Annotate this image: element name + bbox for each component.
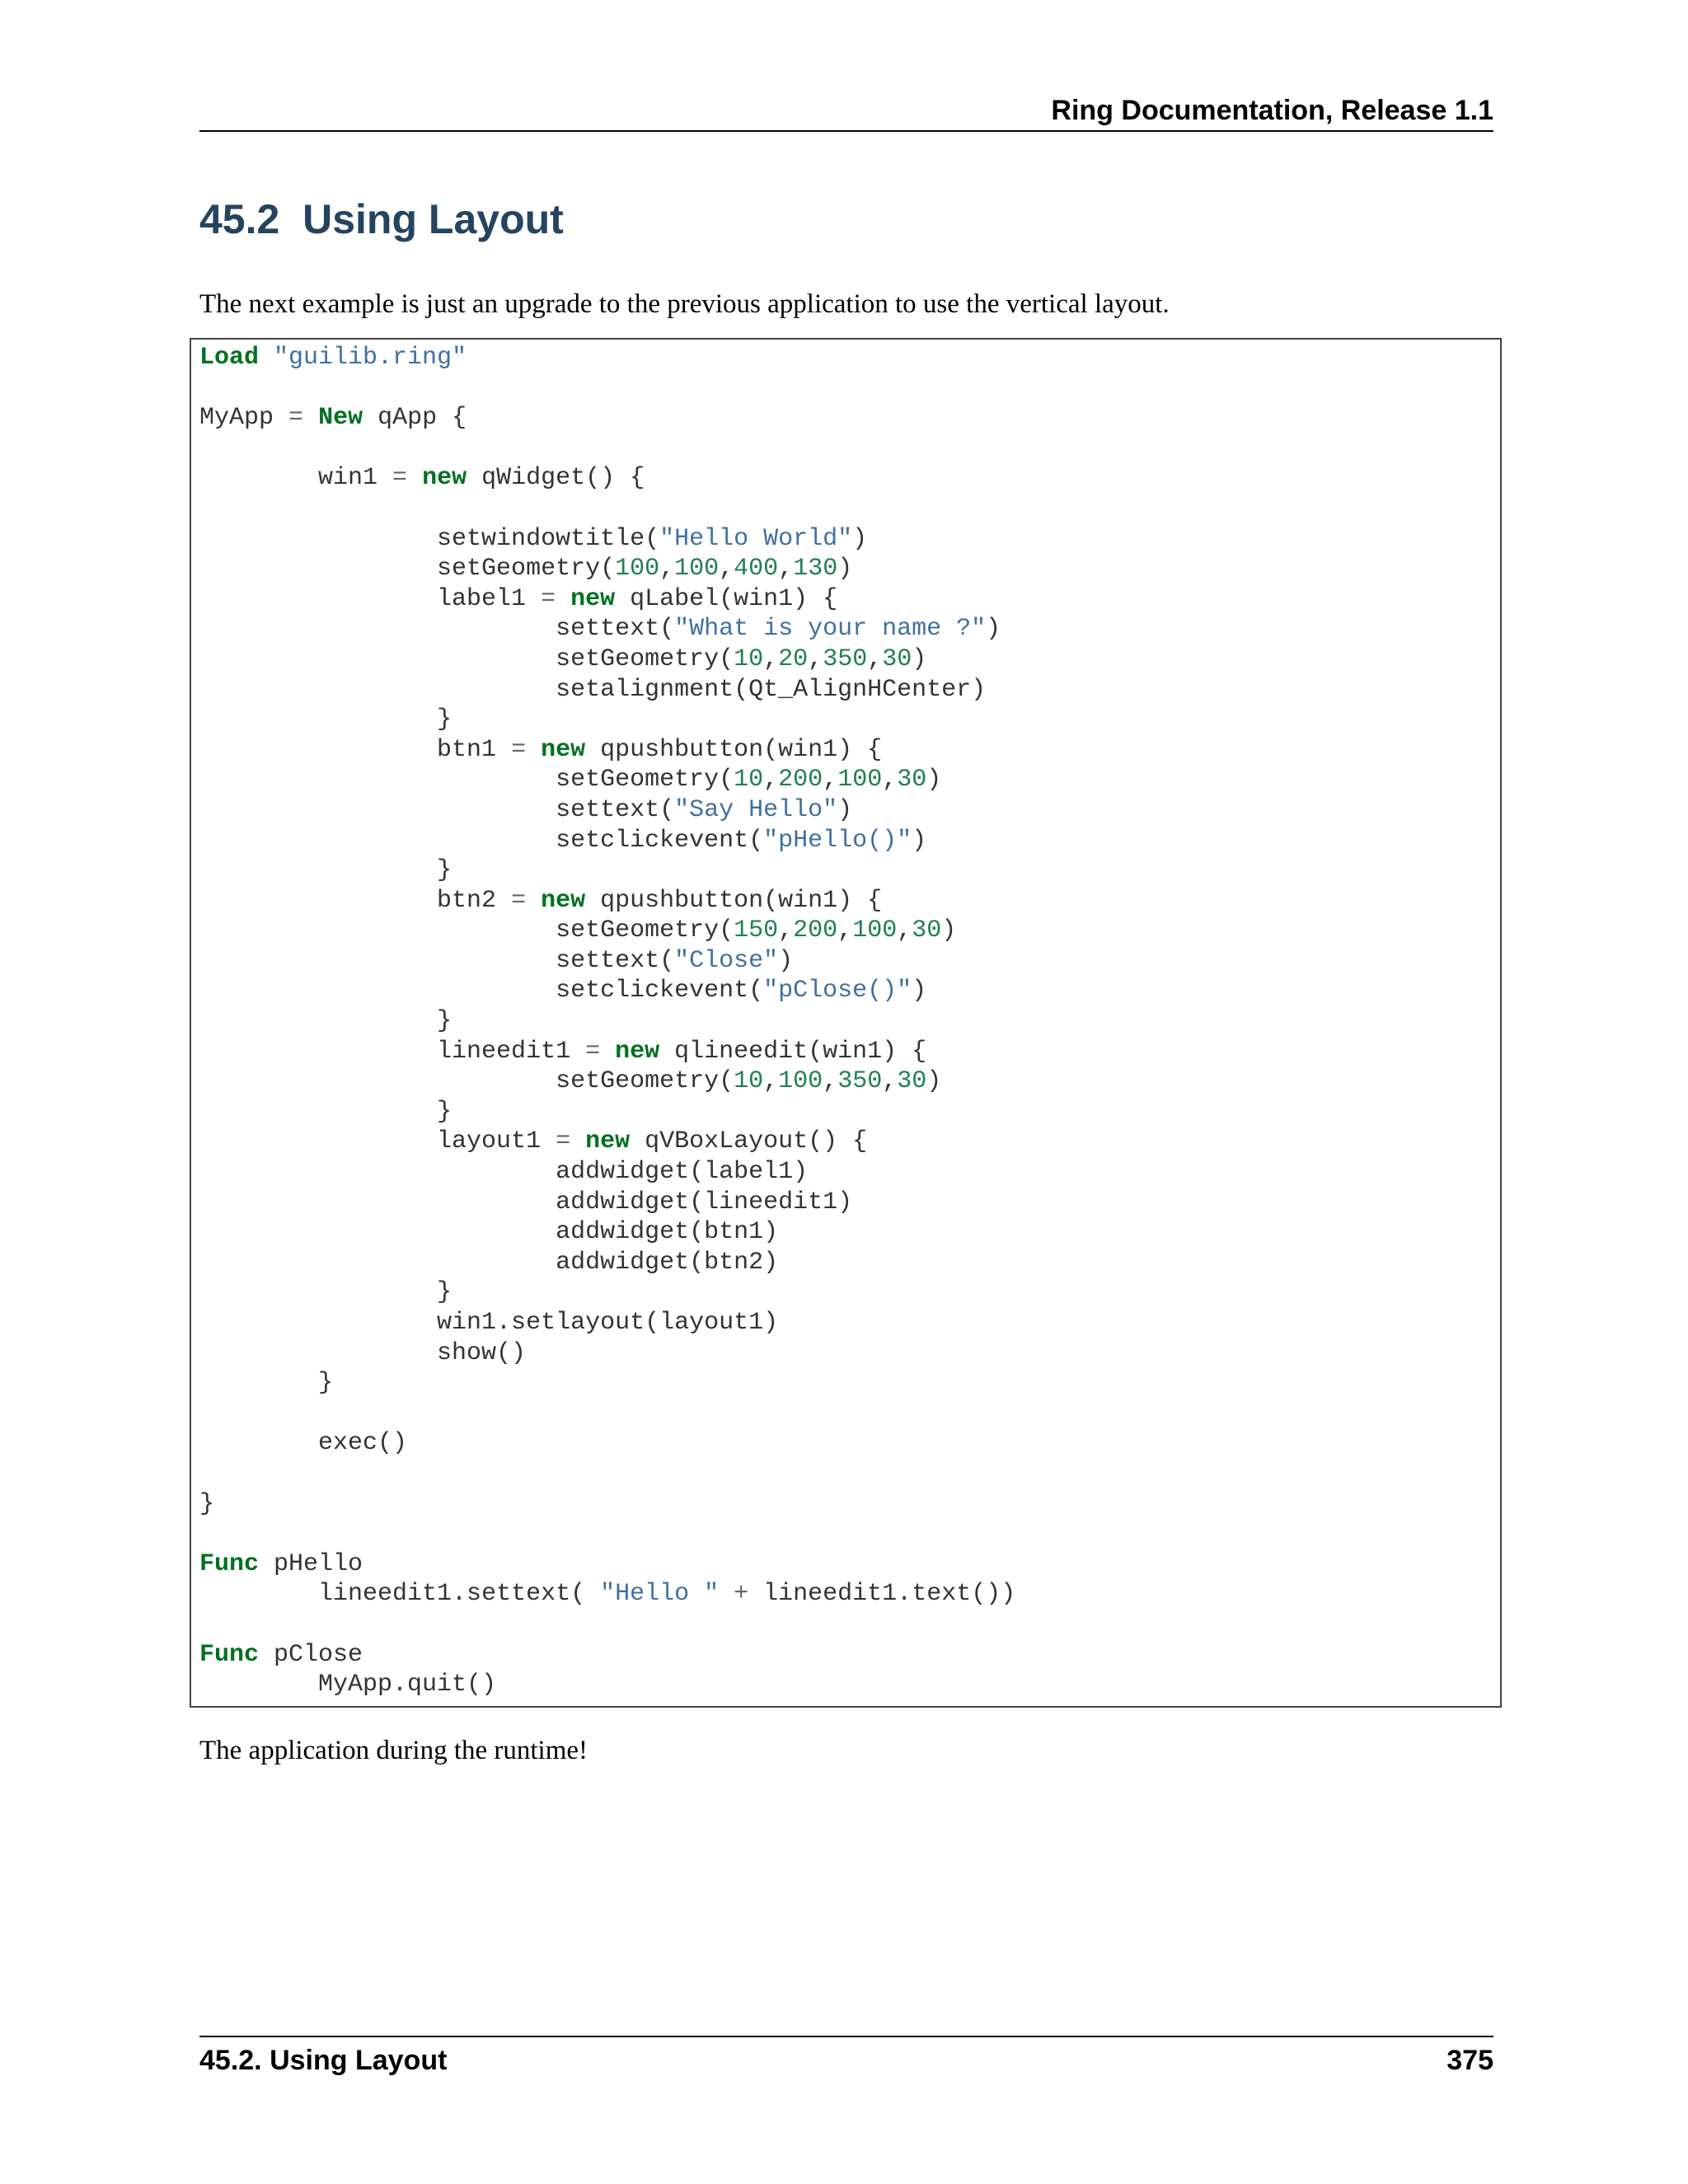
code-number: 200 bbox=[778, 766, 823, 794]
code-number: 10 bbox=[734, 766, 764, 794]
code-text: , bbox=[837, 916, 853, 945]
code-text: ) bbox=[912, 977, 927, 1005]
code-line bbox=[199, 1490, 214, 1518]
code-line bbox=[199, 1580, 1015, 1608]
code-number: 20 bbox=[778, 644, 809, 673]
code-text: addwidget(btn2) bbox=[199, 1248, 779, 1277]
code-text bbox=[600, 1038, 615, 1066]
code-block bbox=[190, 338, 1502, 1708]
code-text: MyApp bbox=[199, 404, 289, 433]
code-text: setGeometry( bbox=[199, 644, 734, 673]
code-text: ) bbox=[912, 644, 927, 673]
code-operator: = bbox=[288, 404, 304, 433]
code-line bbox=[199, 1218, 778, 1246]
code-line bbox=[199, 645, 926, 673]
code-operator: + bbox=[734, 1580, 749, 1609]
code-text: setGeometry( bbox=[199, 1067, 734, 1096]
code-text: show() bbox=[199, 1338, 527, 1367]
running-header bbox=[199, 92, 1493, 132]
code-line bbox=[199, 916, 956, 944]
code-text: , bbox=[763, 766, 779, 794]
code-text bbox=[259, 344, 274, 372]
code-line bbox=[199, 977, 926, 1005]
code-text: addwidget(btn1) bbox=[199, 1218, 779, 1247]
code-line bbox=[199, 856, 452, 884]
code-number: 350 bbox=[837, 1067, 883, 1096]
code-text: } bbox=[199, 1489, 215, 1518]
code-text: pHello bbox=[259, 1549, 363, 1578]
code-number: 400 bbox=[734, 555, 779, 583]
code-text: setclickevent( bbox=[199, 826, 764, 855]
code-text: } bbox=[199, 1097, 452, 1126]
code-line bbox=[199, 796, 852, 824]
code-line bbox=[199, 1127, 867, 1155]
code-text bbox=[526, 887, 541, 915]
code-string: "Hello " bbox=[600, 1580, 720, 1609]
code-string: "pClose()" bbox=[763, 977, 912, 1005]
code-text: ) bbox=[778, 946, 794, 975]
code-keyword: new bbox=[585, 1127, 631, 1156]
code-text: , bbox=[778, 916, 794, 945]
code-number: 30 bbox=[882, 644, 912, 673]
code-line bbox=[199, 1098, 452, 1126]
code-text: ) bbox=[926, 766, 942, 794]
code-number: 150 bbox=[734, 916, 779, 945]
code-text: win1 bbox=[199, 464, 393, 493]
code-text: lineedit1.text()) bbox=[748, 1580, 1016, 1609]
code-string: "guilib.ring" bbox=[274, 344, 467, 372]
code-operator: = bbox=[511, 886, 527, 915]
code-text: exec() bbox=[199, 1429, 408, 1458]
code-text: ) bbox=[837, 795, 853, 824]
code-keyword: New bbox=[318, 404, 363, 433]
code-text: qpushbutton(win1) { bbox=[585, 886, 883, 915]
code-text: , bbox=[763, 644, 779, 673]
code-line bbox=[199, 827, 926, 855]
code-text: , bbox=[823, 1067, 838, 1096]
code-text bbox=[526, 736, 541, 764]
code-text: , bbox=[882, 1067, 898, 1096]
code-listing bbox=[199, 343, 1015, 1700]
code-keyword: new bbox=[422, 464, 467, 493]
code-line bbox=[199, 404, 467, 432]
code-keyword: new bbox=[541, 886, 586, 915]
code-line bbox=[199, 555, 852, 583]
code-text: lineedit1 bbox=[199, 1037, 586, 1066]
code-text: qVBoxLayout() { bbox=[630, 1127, 868, 1156]
code-line bbox=[199, 1641, 363, 1669]
code-line bbox=[199, 766, 941, 794]
code-text: qpushbutton(win1) { bbox=[585, 735, 883, 764]
code-text: , bbox=[719, 555, 734, 583]
code-line bbox=[199, 705, 452, 733]
code-line bbox=[199, 1249, 778, 1277]
code-text: , bbox=[897, 916, 912, 945]
code-number: 100 bbox=[852, 916, 898, 945]
code-text: qWidget() { bbox=[467, 464, 645, 493]
code-line bbox=[199, 1158, 808, 1186]
code-line bbox=[199, 1671, 496, 1699]
code-text bbox=[303, 404, 318, 432]
code-text: qLabel(win1) { bbox=[615, 584, 838, 613]
code-keyword: Func bbox=[199, 1640, 260, 1669]
code-keyword: new bbox=[541, 735, 586, 764]
code-keyword: Func bbox=[199, 1549, 260, 1578]
code-text: settext( bbox=[199, 946, 675, 975]
code-text: , bbox=[867, 644, 883, 673]
code-string: "Say Hello" bbox=[674, 795, 838, 824]
code-number: 200 bbox=[793, 916, 838, 945]
code-text: setclickevent( bbox=[199, 977, 764, 1005]
running-footer bbox=[199, 2036, 1493, 2083]
code-text bbox=[719, 1580, 734, 1608]
code-text: addwidget(lineedit1) bbox=[199, 1188, 853, 1216]
code-keyword: Load bbox=[199, 344, 260, 372]
code-text: , bbox=[882, 766, 898, 794]
code-text: , bbox=[778, 555, 794, 583]
code-text: pClose bbox=[259, 1640, 363, 1669]
code-number: 100 bbox=[778, 1067, 823, 1096]
code-number: 10 bbox=[734, 644, 764, 673]
code-number: 130 bbox=[793, 555, 838, 583]
code-text: btn2 bbox=[199, 886, 512, 915]
code-keyword: new bbox=[570, 584, 616, 613]
code-number: 30 bbox=[912, 916, 942, 945]
code-text bbox=[556, 585, 570, 613]
code-line bbox=[199, 1038, 926, 1066]
code-text: MyApp.quit() bbox=[199, 1671, 497, 1699]
code-number: 10 bbox=[734, 1067, 764, 1096]
code-string: "pHello()" bbox=[763, 826, 912, 855]
code-text: , bbox=[823, 766, 838, 794]
code-operator: = bbox=[392, 464, 408, 493]
code-line bbox=[199, 1339, 526, 1367]
code-text: setwindowtitle( bbox=[199, 524, 660, 553]
code-line bbox=[199, 1067, 941, 1095]
code-line bbox=[199, 1369, 333, 1397]
code-text: qlineedit(win1) { bbox=[659, 1037, 927, 1066]
code-text: settext( bbox=[199, 795, 675, 824]
code-line bbox=[199, 585, 837, 613]
code-line bbox=[199, 676, 986, 704]
code-string: "What is your name ?" bbox=[674, 615, 987, 644]
code-text: setGeometry( bbox=[199, 555, 616, 583]
intro-paragraph: The next example is just an upgrade to the previous application to use the vertical layout. bbox=[199, 289, 1170, 319]
code-line bbox=[199, 525, 867, 553]
code-line bbox=[199, 344, 467, 372]
code-text: , bbox=[763, 1067, 779, 1096]
code-text: } bbox=[199, 1369, 334, 1398]
code-text: settext( bbox=[199, 615, 675, 644]
code-line bbox=[199, 464, 645, 492]
code-text: qApp { bbox=[363, 404, 467, 433]
code-line bbox=[199, 736, 882, 764]
code-line bbox=[199, 887, 882, 915]
code-line bbox=[199, 1278, 452, 1306]
code-text bbox=[570, 1127, 585, 1155]
code-line bbox=[199, 1007, 452, 1035]
code-string: "Hello World" bbox=[659, 524, 853, 553]
code-text: setGeometry( bbox=[199, 766, 734, 794]
code-text: ) bbox=[912, 826, 927, 855]
code-text: ) bbox=[837, 555, 853, 583]
page-number: 375 bbox=[1447, 2045, 1493, 2076]
code-text: ) bbox=[852, 524, 868, 553]
code-text: win1.setlayout(layout1) bbox=[199, 1309, 779, 1337]
code-operator: = bbox=[556, 1127, 571, 1156]
code-text: layout1 bbox=[199, 1127, 556, 1156]
code-text bbox=[407, 464, 422, 492]
code-text: } bbox=[199, 856, 452, 885]
code-line bbox=[199, 1309, 778, 1337]
code-text: ) bbox=[941, 916, 957, 945]
code-text: } bbox=[199, 705, 452, 734]
section-heading bbox=[199, 194, 564, 244]
runtime-paragraph: The application during the runtime! bbox=[199, 1736, 588, 1765]
code-number: 100 bbox=[615, 555, 660, 583]
code-text: , bbox=[659, 555, 675, 583]
code-line bbox=[199, 1429, 407, 1457]
code-text: setalignment(Qt_AlignHCenter) bbox=[199, 675, 987, 704]
code-text: ) bbox=[986, 615, 1001, 644]
code-text: } bbox=[199, 1278, 452, 1307]
document-title: Ring Documentation, Release 1.1 bbox=[1051, 95, 1493, 126]
code-text: addwidget(label1) bbox=[199, 1158, 809, 1187]
code-number: 30 bbox=[897, 766, 927, 794]
code-text: setGeometry( bbox=[199, 916, 734, 945]
code-number: 100 bbox=[674, 555, 720, 583]
code-text: label1 bbox=[199, 584, 542, 613]
code-operator: = bbox=[585, 1037, 601, 1066]
code-text: } bbox=[199, 1007, 452, 1036]
code-keyword: new bbox=[615, 1037, 660, 1066]
code-string: "Close" bbox=[674, 946, 779, 975]
code-text: lineedit1.settext( bbox=[199, 1580, 601, 1609]
code-number: 30 bbox=[897, 1067, 927, 1096]
code-line bbox=[199, 615, 1001, 643]
code-number: 100 bbox=[837, 766, 883, 794]
section-title: Using Layout bbox=[302, 196, 564, 242]
code-text: btn1 bbox=[199, 735, 512, 764]
section-number: 45.2 bbox=[199, 196, 280, 242]
code-line bbox=[199, 947, 793, 975]
code-line bbox=[199, 1550, 363, 1578]
code-number: 350 bbox=[823, 644, 868, 673]
footer-section-title: 45.2. Using Layout bbox=[199, 2045, 448, 2076]
code-operator: = bbox=[511, 735, 527, 764]
code-line bbox=[199, 1188, 852, 1216]
code-text: ) bbox=[926, 1067, 942, 1096]
code-operator: = bbox=[541, 584, 556, 613]
code-text: , bbox=[808, 644, 823, 673]
